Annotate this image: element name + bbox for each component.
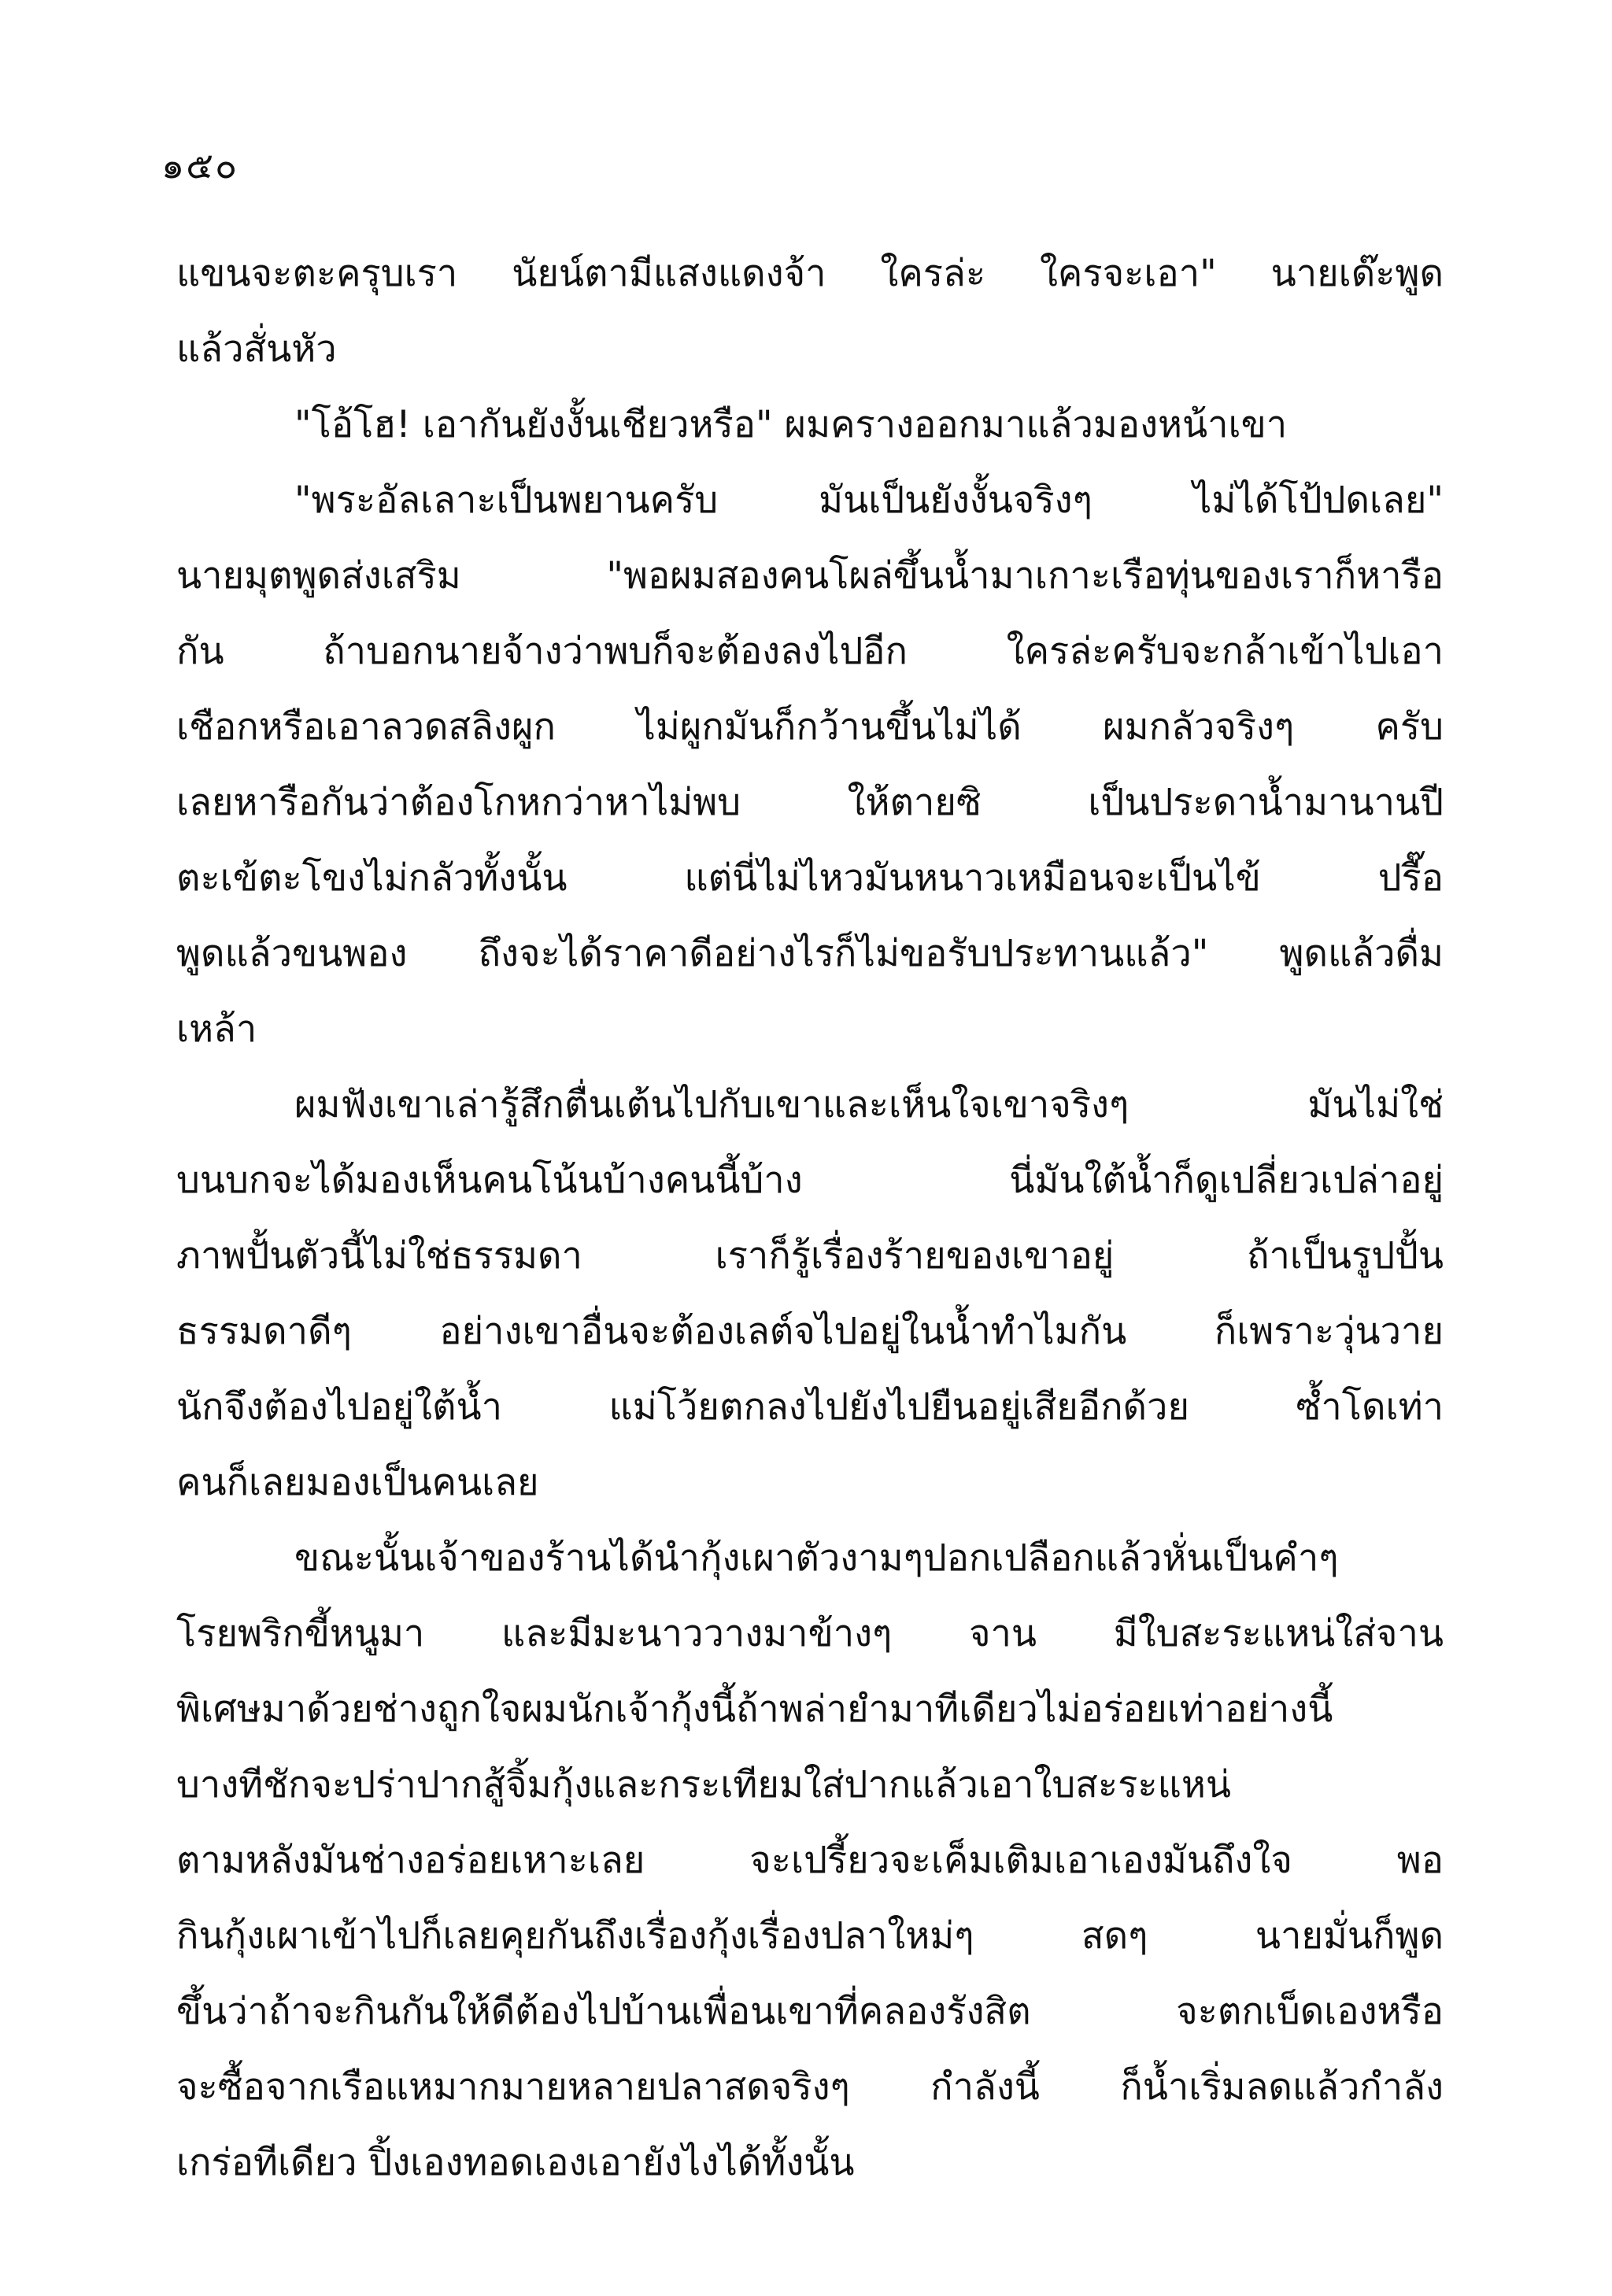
text-line: เชือกหรือเอาลวดสลิงผูก ไม่ผูกมันก็กว้านขึ้นไม่ได้ ผมกลัวจริงๆ ครับ bbox=[176, 705, 1444, 749]
text-line: คนก็เลยมองเป็นคนเลย bbox=[176, 1461, 539, 1504]
text-line: "โอ้โฮ! เอากันยังงั้นเชียวหรือ" ผมครางออกมาแล้วมองหน้าเขา bbox=[294, 403, 1288, 446]
text-line: ขึ้นว่าถ้าจะกินกันให้ดีต้องไปบ้านเพื่อนเขาที่คลองรังสิต จะตกเบ็ดเองหรือ bbox=[176, 1990, 1444, 2033]
text-line: นายมุตพูดส่งเสริม "พอผมสองคนโผล่ขึ้นน้ำมาเกาะเรือทุ่นของเราก็หารือ bbox=[176, 554, 1444, 597]
text-line: ธรรมดาดีๆ อย่างเขาอื่นจะต้องเลต์จไปอยู่ในน้ำทำไมกัน ก็เพราะวุ่นวาย bbox=[176, 1310, 1444, 1353]
text-line: เกร่อทีเดียว ปิ้งเองทอดเองเอายังไงได้ทั้งนั้น bbox=[176, 2141, 855, 2184]
text-line: ภาพปั้นตัวนี้ไม่ใช่ธรรมดา เราก็รู้เรื่องร้ายของเขาอยู่ ถ้าเป็นรูปปั้น bbox=[176, 1234, 1444, 1277]
body-text bbox=[176, 236, 1444, 2201]
text-line: "พระอัลเลาะเป็นพยานครับ มันเป็นยังงั้นจริงๆ ไม่ได้โป้ปดเลย" bbox=[294, 479, 1444, 522]
text-line: ผมฟังเขาเล่ารู้สึกตื่นเต้นไปกับเขาและเห็นใจเขาจริงๆ มันไม่ใช่ bbox=[294, 1083, 1444, 1126]
text-line: ตะเข้ตะโขงไม่กลัวทั้งนั้น แต่นี่ไม่ไหวมันหนาวเหมือนจะเป็นไข้ ปรื๊อ bbox=[176, 856, 1444, 900]
text-line: บางทีชักจะปร่าปากสู้จิ้มกุ้งและกระเทียมใส่ปากแล้วเอาใบสะระแหน่ bbox=[176, 1763, 1232, 1806]
text-line: แล้วสั่นหัว bbox=[176, 327, 337, 371]
text-line: ขณะนั้นเจ้าของร้านได้นำกุ้งเผาตัวงามๆปอกเปลือกแล้วหั่นเป็นคำๆ bbox=[294, 1536, 1339, 1580]
text-line: จะซื้อจากเรือแหมากมายหลายปลาสดจริงๆ กำลังนี้ ก็น้ำเริ่มลดแล้วกำลัง bbox=[176, 2065, 1444, 2109]
text-line: โรยพริกขี้หนูมา และมีมะนาววางมาข้างๆ จาน มีใบสะระแหน่ใส่จาน bbox=[176, 1612, 1444, 1655]
text-line: พิเศษมาด้วยช่างถูกใจผมนักเจ้ากุ้งนี้ถ้าพล่ายำมาทีเดียวไม่อร่อยเท่าอย่างนี้ bbox=[176, 1688, 1333, 1731]
page-number: ๑๕๐ bbox=[161, 144, 239, 187]
text-line: เหล้า bbox=[176, 1008, 257, 1051]
text-line: แขนจะตะครุบเรา นัยน์ตามีแสงแดงจ้า ใครล่ะ ใครจะเอา" นายเด๊ะพูด bbox=[176, 252, 1444, 295]
text-line: นักจึงต้องไปอยู่ใต้น้ำ แม่โว้ยตกลงไปยังไปยืนอยู่เสียอีกด้วย ซ้ำโดเท่า bbox=[176, 1385, 1444, 1429]
text-line: เลยหารือกันว่าต้องโกหกว่าหาไม่พบ ให้ตายซิ เป็นประดาน้ำมานานปี bbox=[176, 781, 1444, 824]
text-line: ตามหลังมันช่างอร่อยเหาะเลย จะเปรี้ยวจะเค็มเติมเอาเองมันถึงใจ พอ bbox=[176, 1839, 1444, 1882]
text-line: กัน ถ้าบอกนายจ้างว่าพบก็จะต้องลงไปอีก ใครล่ะครับจะกล้าเข้าไปเอา bbox=[176, 630, 1444, 673]
text-line: กินกุ้งเผาเข้าไปก็เลยคุยกันถึงเรื่องกุ้งเรื่องปลาใหม่ๆ สดๆ นายมั่นก็พูด bbox=[176, 1914, 1444, 1958]
text-line: บนบกจะได้มองเห็นคนโน้นบ้างคนนี้บ้าง นี่มันใต้น้ำก็ดูเปลี่ยวเปล่าอยู่ bbox=[176, 1159, 1444, 1202]
text-line: พูดแล้วขนพอง ถึงจะได้ราคาดีอย่างไรก็ไม่ขอรับประทานแล้ว" พูดแล้วดื่ม bbox=[176, 932, 1444, 975]
